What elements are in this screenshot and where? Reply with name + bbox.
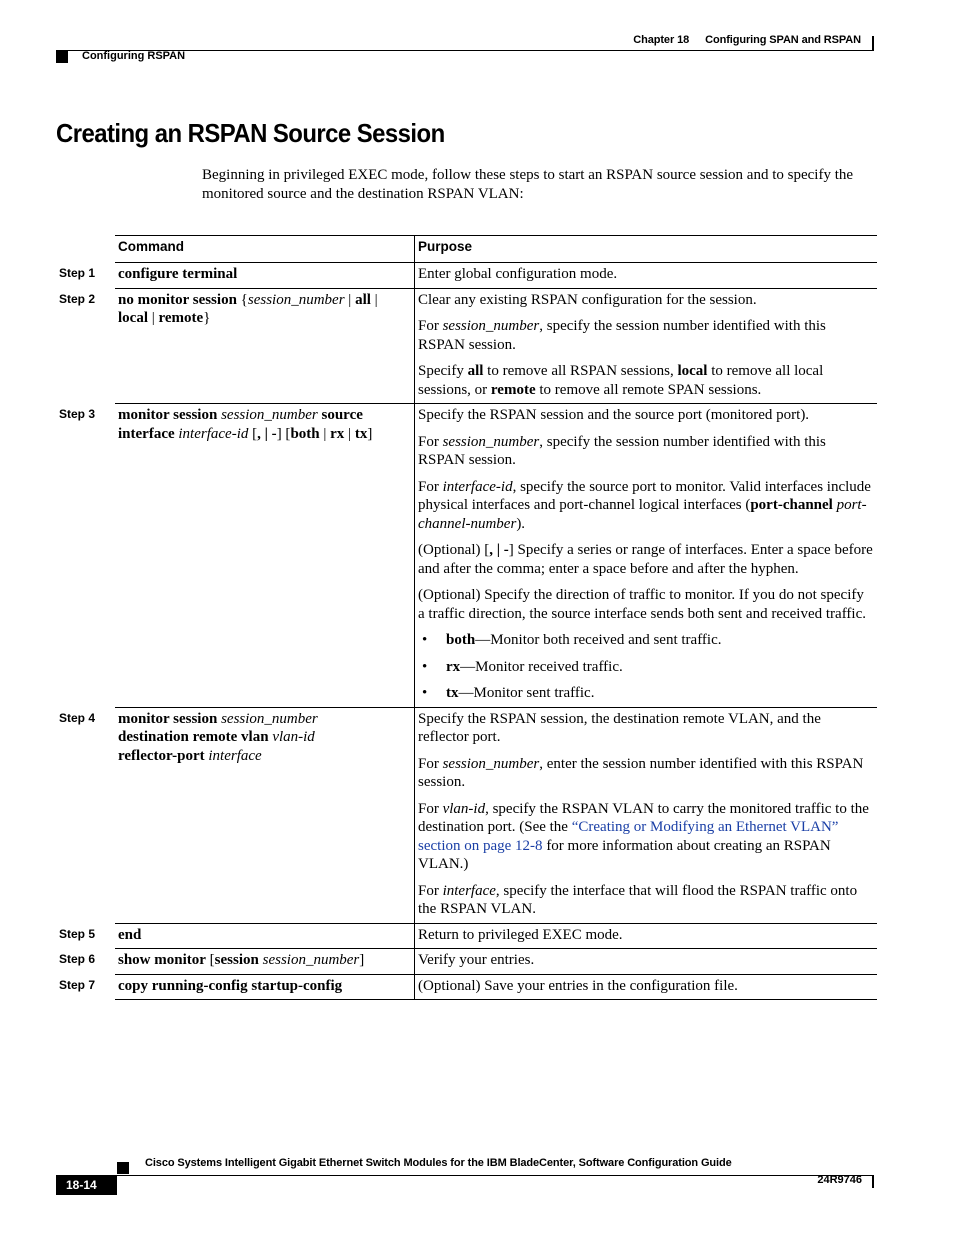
text-arg: session_number [442, 755, 540, 772]
step-label: Step 3 [59, 407, 96, 421]
text-run: For [418, 755, 443, 772]
purpose-text [418, 362, 874, 399]
direction-list [418, 631, 874, 703]
purpose-text: Specify the RSPAN session and the source port (monitored port). [418, 407, 810, 423]
command-text: copy running-config startup-config [118, 977, 343, 994]
purpose-text [418, 882, 874, 919]
cmd-sep: | [344, 425, 355, 442]
cmd-sep: | [319, 425, 331, 442]
cmd-keyword: all [355, 291, 371, 308]
cmd-keyword: local [118, 310, 148, 326]
bullet-glyph: • [422, 658, 428, 675]
purpose-cell [415, 289, 877, 404]
text-run: , specify the session number identified with this RSPAN session. [418, 318, 826, 353]
list-item [422, 684, 874, 703]
cmd-arg: session_number [217, 407, 322, 423]
text-keyword: both [446, 632, 476, 648]
header-edge-bar [872, 36, 874, 50]
cmd-keyword: remote [158, 310, 204, 326]
cmd-keyword: reflector-port [118, 747, 205, 764]
purpose-text: Clear any existing RSPAN configuration for the session. [418, 291, 757, 308]
text-run: For [418, 318, 443, 334]
text-keyword: local [677, 363, 708, 379]
list-item [422, 658, 874, 677]
purpose-cell [415, 263, 877, 288]
table-row-step-5 [59, 924, 877, 950]
footer-edge-bar [872, 1175, 874, 1188]
text-run: For [418, 478, 443, 495]
command-cell [115, 975, 415, 1000]
text-arg: session_number [442, 433, 540, 450]
purpose-cell [415, 949, 877, 974]
purpose-text [418, 433, 874, 470]
table-row-step-6 [59, 949, 877, 975]
command-cell [115, 924, 415, 949]
text-run: to remove all local sessions, or [418, 363, 824, 398]
step-label: Step 6 [59, 952, 96, 966]
cmd-keyword: destination remote vlan [118, 729, 269, 745]
text-arg: interface-id [442, 478, 513, 495]
cmd-keyword: tx [354, 425, 368, 442]
document-number: 24R9746 [817, 1174, 862, 1186]
text-run: to remove all RSPAN sessions, [483, 363, 678, 379]
text-keyword: rx [446, 658, 461, 675]
chapter-number: Chapter 18 [633, 34, 690, 46]
cmd-bracket: [ [248, 425, 258, 442]
table-header-row [115, 235, 877, 263]
footer-rule [56, 1175, 874, 1176]
purpose-cell [415, 404, 877, 707]
cmd-bracket: ] [ [276, 425, 291, 442]
step-label: Step 2 [59, 291, 96, 306]
command-text: end [118, 926, 142, 943]
cmd-keyword: monitor session [118, 407, 218, 423]
command-text: configure terminal [118, 266, 238, 282]
intro-paragraph: Beginning in privileged EXEC mode, follow these steps to start an RSPAN source session and to specify the monitored source and the destination RSPAN VLAN: [202, 167, 854, 202]
purpose-text [418, 478, 874, 534]
cmd-sep: | [344, 291, 356, 308]
cmd-keyword: session [214, 952, 259, 968]
purpose-cell [415, 924, 877, 949]
column-header-purpose: Purpose [418, 239, 473, 254]
command-table [59, 235, 877, 1000]
text-run: —Monitor received traffic. [460, 658, 623, 675]
cmd-arg: session_number [247, 291, 345, 308]
purpose-text [418, 755, 874, 792]
text-arg: vlan-id [442, 800, 486, 817]
purpose-text [418, 800, 874, 874]
text-run: , specify the interface that will flood the RSPAN traffic onto the RSPAN VLAN. [418, 882, 858, 917]
text-run: For [418, 433, 443, 450]
cmd-keyword: source interface [118, 407, 363, 442]
text-run: for more information about creating an RSPAN VLAN.) [418, 837, 831, 872]
cmd-keyword: , | - [257, 425, 277, 442]
running-header [633, 34, 861, 46]
purpose-text [418, 317, 874, 354]
command-cell [115, 404, 415, 707]
text-run: , specify the source port to monitor. Valid interfaces include physical interfaces and port-channel logical interfaces ( [418, 478, 871, 513]
purpose-cell [415, 708, 877, 923]
chapter-title: Configuring SPAN and RSPAN [705, 34, 861, 46]
step-label: Step 7 [59, 977, 96, 992]
purpose-text: Enter global configuration mode. [418, 266, 618, 282]
text-run: For [418, 800, 443, 817]
text-keyword: all [467, 363, 484, 379]
cmd-bracket: ] [367, 425, 373, 442]
table-row-step-4 [59, 708, 877, 924]
purpose-text: Verify your entries. [418, 952, 535, 968]
table-row-step-2 [59, 289, 877, 405]
cmd-sep: | [148, 310, 159, 326]
table-row-step-1 [59, 263, 877, 289]
text-run: to remove all remote SPAN sessions. [535, 381, 762, 398]
purpose-text: (Optional) Save your entries in the configuration file. [418, 977, 738, 994]
text-arg: port-channel-number [418, 497, 867, 532]
cmd-arg: session_number [217, 710, 318, 727]
text-run: , specify the session number identified with this RSPAN session. [418, 433, 826, 468]
text-keyword: , | - [489, 542, 509, 558]
cmd-arg: interface-id [174, 425, 249, 442]
text-run: , enter the session number identified with this RSPAN session. [418, 755, 864, 790]
text-keyword: remote [490, 381, 536, 398]
page-number: 18-14 [56, 1175, 117, 1195]
column-header-command: Command [115, 236, 415, 262]
table-row-step-3 [59, 404, 877, 708]
table-row-step-7 [59, 975, 877, 1001]
cmd-keyword: rx [330, 425, 345, 442]
cmd-keyword: monitor session [118, 710, 218, 727]
purpose-text: Return to privileged EXEC mode. [418, 926, 623, 943]
cmd-bracket: [ [205, 952, 215, 968]
footer-book-title: Cisco Systems Intelligent Gigabit Ethernet Switch Modules for the IBM BladeCenter, Software Configuration Guide [145, 1157, 732, 1169]
cmd-brace: } [203, 310, 211, 326]
text-run: —Monitor both received and sent traffic. [475, 632, 722, 648]
header-marker-block [56, 51, 68, 63]
text-keyword: tx [446, 685, 459, 701]
purpose-text: (Optional) Specify the direction of traffic to monitor. If you do not specify a traffic direction, the source interface sends both sent and received traffic. [418, 587, 866, 622]
cmd-sep: | [370, 291, 378, 308]
command-cell [115, 263, 415, 288]
cross-reference-link[interactable]: “Creating or Modifying an Ethernet VLAN” section on page 12-8 [418, 819, 839, 854]
step-label: Step 5 [59, 926, 96, 941]
text-run: Specify [418, 363, 468, 379]
cmd-arg: vlan-id [268, 729, 315, 745]
list-item [422, 631, 874, 650]
text-run: —Monitor sent traffic. [458, 685, 595, 701]
cmd-keyword: no monitor session [118, 291, 237, 308]
text-arg: interface [442, 882, 496, 899]
page-title: Creating an RSPAN Source Session [56, 118, 445, 148]
command-cell [115, 949, 415, 974]
footer-marker-block [117, 1162, 129, 1174]
text-keyword: port-channel [750, 497, 833, 513]
text-run: (Optional) [ [418, 542, 490, 558]
section-header: Configuring RSPAN [82, 50, 186, 62]
step-label: Step 1 [59, 266, 96, 280]
text-run: , specify the RSPAN VLAN to carry the monitored traffic to the destination port. (See the [418, 800, 869, 835]
cmd-keyword: both [290, 425, 320, 442]
bullet-glyph: • [422, 632, 428, 648]
cmd-keyword: show monitor [118, 952, 206, 968]
purpose-text: Specify the RSPAN session, the destination remote VLAN, and the reflector port. [418, 710, 821, 745]
cmd-arg: interface [204, 747, 262, 764]
cmd-arg: session_number [258, 952, 360, 968]
text-run: ] Specify a series or range of interfaces. Enter a space before and after the comma; enter a space before and after the hyphen. [418, 542, 873, 577]
step-label: Step 4 [59, 710, 96, 725]
cmd-bracket: ] [359, 952, 365, 968]
bullet-glyph: • [422, 685, 428, 701]
command-cell [115, 289, 415, 404]
purpose-cell [415, 975, 877, 1000]
purpose-text [418, 541, 874, 578]
cmd-brace: { [236, 291, 248, 308]
command-cell [115, 708, 415, 923]
text-run: For [418, 882, 443, 899]
text-arg: session_number [442, 318, 540, 334]
text-run: ). [516, 515, 526, 532]
